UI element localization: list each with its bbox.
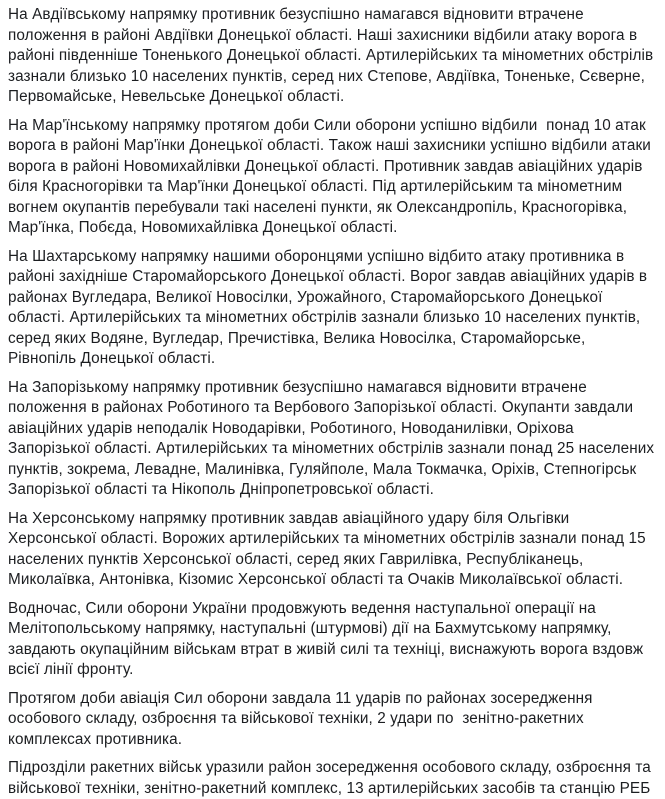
paragraph-zaporizhzhia-direction: На Запорізькому напрямку противник безуспішно намагався відновити втрачене положення в районах Роботиного та Вербового Запорізької області. Окупанти завдали авіаційних ударів неподалік Новодарівки, Роботиного, Новоданилівки, Оріхова Запорізької області. Артилерійських та мінометних обстрілів зазнали понад 25 населених пунктів, зокрема, Левадне, Малинівка, Гуляйполе, Мала Токмачка, Оріхів, Степногірськ Запорізької області та Нікополь Дніпропетровської області. <box>8 378 659 498</box>
paragraph-shakhtarsk-direction: На Шахтарському напрямку нашими оборонцями успішно відбито атаку противника в районі західніше Старомайорського Донецької області. Ворог завдав авіаційних ударів в районах Вугледара, Великої Новосілки, Урожайного, Старомайорського Донецької області. Артилерійських та мінометних обстрілів зазнали близько 10 населених пунктів, серед яких Водяне, Вугледар, Пречистівка, Велика Новосілка, Старомайорське, Рівнопіль Донецької області. <box>8 247 652 367</box>
paragraph-aviation-strikes: Протягом доби авіація Сил оборони завдала 11 ударів по районах зосередження особового складу, озброєння та військової техніки, 2 удари по зенітно-ракетних комплексах противника. <box>8 689 597 748</box>
paragraph-marinka-direction: На Мар'їнському напрямку протягом доби Сили оборони успішно відбили понад 10 атак ворога в районі Мар'їнки Донецької області. Також наші захисники успішно відбили атаки ворога в районі Новомихайлівки Донецької області. Противник завдав авіаційних ударів біля Красногорівки та Мар'їнки Донецької області. Під артилерійським та мінометним вогнем окупантів перебували такі населені пункти, як Олександропіль, Красногорівка, Мар'їнка, Побєда, Новомихайлівка Донецької області. <box>8 116 656 236</box>
paragraph-offensive-operations: Водночас, Сили оборони України продовжують ведення наступальної операції на Мелітопольському напрямку, наступальні (штурмові) дії на Бахмутському напрямку, завдають окупаційним військам втрат в живій силі та техніці, виснажують ворога вздовж всієї лінії фронту. <box>8 599 648 678</box>
paragraph-kherson-direction: На Херсонському напрямку противник завдав авіаційного удару біля Ольгівки Херсонської області. Ворожих артилерійських та мінометних обстрілів зазнали понад 15 населених пунктів Херсонської області, серед яких Гаврилівка, Республіканець, Миколаївка, Антонівка, Кізомис Херсонської області та Очаків Миколаївської області. <box>8 509 651 588</box>
paragraph-avdiivka-direction: На Авдіївському напрямку противник безуспішно намагався відновити втрачене положення в районі Авдіївки Донецької області. Наші захисники відбили атаку ворога в районі південніше Тоненького Донецької області. Артилерійських та мінометних обстрілів зазнали близько 10 населених пунктів, серед них Степове, Авдіївка, Тоненьке, Сєверне, Первомайське, Невельське Донецької області. <box>8 6 658 105</box>
paragraph-missile-forces: Підрозділи ракетних військ уразили район зосередження особового складу, озброєння та військової техніки, зенітно-ракетний комплекс, 13 артилерійських засобів та станцію РЕБ <box>8 759 656 797</box>
